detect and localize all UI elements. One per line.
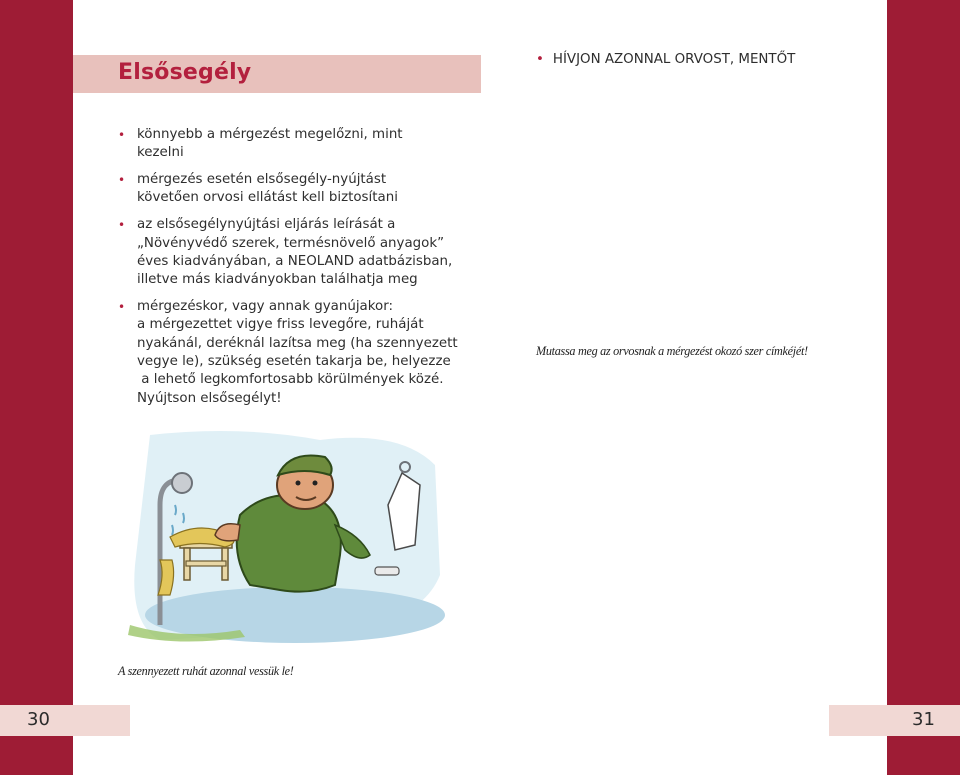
bullet-line: könnyebb a mérgezést megelőzni, mint (137, 127, 403, 142)
bullet-dot-icon: • (118, 173, 126, 188)
bullet-item (118, 216, 468, 289)
clothes-caption: A szennyezett ruhát azonnal vessük le! (118, 664, 294, 678)
page-number-band-left (0, 705, 130, 736)
bullet-line: a lehető legkomfortosabb körülmények közé. (137, 372, 444, 388)
label-caption: Mutassa meg az orvosnak a mérgezést okozó szer címkéjét! (536, 344, 808, 358)
page-number-left: 30 (27, 709, 50, 730)
bullet-dot-icon: • (118, 218, 126, 233)
bullet-item (118, 171, 468, 208)
bullet-line: nyakánál, deréknál lazítsa meg (ha szennyezett (137, 335, 458, 351)
bullet-dot-icon: • (118, 128, 126, 142)
left-edge-band (0, 0, 73, 775)
bullet-line: „Növényvédő szerek, termésnövelő anyagok” (137, 235, 445, 251)
bullet-list (118, 126, 468, 417)
bullet-dot-icon: • (536, 52, 544, 67)
bullet-dot-icon: • (118, 300, 126, 315)
right-edge-band (887, 0, 960, 775)
call-doctor-text: HÍVJON AZONNAL ORVOST, MENTŐT (552, 52, 796, 67)
bullet-line: kezelni (137, 145, 184, 161)
bullet-line: illetve más kiadványokban találhatja meg (137, 272, 418, 288)
bullet-line: a mérgezettet vigye friss levegőre, ruháját (137, 317, 424, 333)
call-doctor-line (536, 52, 795, 67)
bullet-line: vegye le), szükség esetén takarja be, helyezze (137, 354, 451, 370)
bullet-item (118, 298, 468, 408)
page-title: Elsősegély (118, 60, 252, 85)
bathroom-illustration (120, 425, 450, 650)
bullet-line: követően orvosi ellátást kell biztosítani (137, 190, 398, 206)
bullet-line: Nyújtson elsősegélyt! (137, 390, 282, 406)
bullet-line: éves kiadványában, a NEOLAND adatbázisban, (137, 253, 453, 269)
bullet-line: mérgezés esetén elsősegély-nyújtást (137, 172, 387, 188)
bullet-line: az elsősegélynyújtási eljárás leírását a (137, 217, 396, 233)
page-number-right: 31 (912, 709, 935, 730)
bullet-item (118, 126, 468, 163)
bullet-line: mérgezéskor, vagy annak gyanújakor: (137, 299, 394, 315)
page-number-band-right (829, 705, 960, 736)
